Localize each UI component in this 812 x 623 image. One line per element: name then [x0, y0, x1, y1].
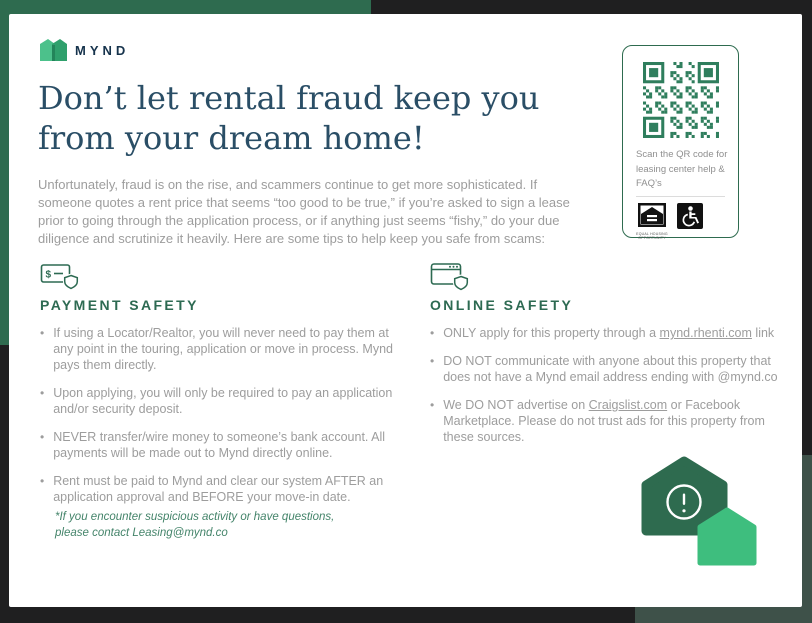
payment-safety-section — [40, 261, 396, 517]
bullet-text: We DO NOT advertise on Craigslist.com or Facebook Marketplace. Please do not trust ads for this property from these sources. — [443, 398, 765, 444]
flyer-card — [9, 14, 802, 607]
equal-housing-label: EQUAL HOUSING OPPORTUNITY — [636, 232, 668, 240]
list-item — [40, 385, 396, 417]
payment-safety-title: PAYMENT SAFETY — [40, 297, 199, 313]
bullet-dot: • — [430, 354, 435, 368]
page-title: Don’t let rental fraud keep you from your dream home! — [38, 79, 540, 157]
list-item — [430, 325, 786, 341]
bullet-text: ONLY apply for this property through a mynd.rhenti.com link — [443, 326, 775, 340]
qr-code — [643, 62, 719, 138]
divider — [636, 196, 725, 197]
list-item — [430, 397, 786, 445]
mynd-logo — [40, 39, 129, 61]
bullet-dot: • — [430, 398, 435, 412]
contact-note: *If you encounter suspicious activity or have questions, please contact Leasing@mynd.co — [55, 511, 335, 539]
bullet-dot: • — [40, 326, 45, 340]
fraud-alert-house-graphic — [640, 453, 766, 571]
svg-text:$: $ — [45, 269, 52, 281]
bullet-text: DO NOT communicate with anyone about this property that does not have a Mynd email address ending with @mynd.co — [443, 354, 778, 384]
browser-shield-icon — [430, 261, 786, 291]
bullet-text: Upon applying, you will only be required to pay an application and/or security deposit. — [53, 386, 393, 416]
list-item — [40, 429, 396, 461]
bullet-dot: • — [40, 474, 45, 488]
online-safety-title: ONLINE SAFETY — [430, 297, 574, 313]
list-item — [40, 325, 396, 373]
bullet-text: Rent must be paid to Mynd and clear our system AFTER an application approval and BEFORE your move-in date. — [53, 474, 384, 504]
mynd-logo-text: MYND — [75, 42, 130, 58]
bullet-text: NEVER transfer/wire money to someone’s bank account. All payments will be made out to Mynd directly online. — [53, 430, 386, 460]
qr-card — [622, 45, 739, 238]
list-item — [40, 473, 396, 505]
wheelchair-accessible-icon — [677, 203, 703, 229]
craigslist-link[interactable]: Craigslist.com — [588, 398, 668, 412]
intro-paragraph: Unfortunately, fraud is on the rise, and scammers continue to get more sophisticated. If someone quotes a rent price that seems “too good to be true,” if you’re asked to sign a lease prior to going through the application process, or if anything just seems “fishy,” do your due diligence and scrutinize it heavily. Here are some tips to help keep you safe from scams: — [38, 177, 570, 246]
mynd-logo-icon — [40, 39, 68, 61]
list-item — [430, 353, 786, 385]
online-safety-section — [430, 261, 786, 457]
bullet-text: If using a Locator/Realtor, you will never need to pay them at any point in the touring, application or move in process. Mynd pays them directly. — [53, 326, 393, 372]
equal-housing-icon — [636, 203, 668, 240]
bullet-dot: • — [40, 386, 45, 400]
payment-shield-icon — [40, 261, 396, 291]
bullet-dot: • — [40, 430, 45, 444]
qr-caption: Scan the QR code for leasing center help & FAQ’s — [636, 149, 728, 189]
rhenti-link[interactable]: mynd.rhenti.com — [659, 326, 752, 340]
bullet-dot: • — [430, 326, 435, 340]
